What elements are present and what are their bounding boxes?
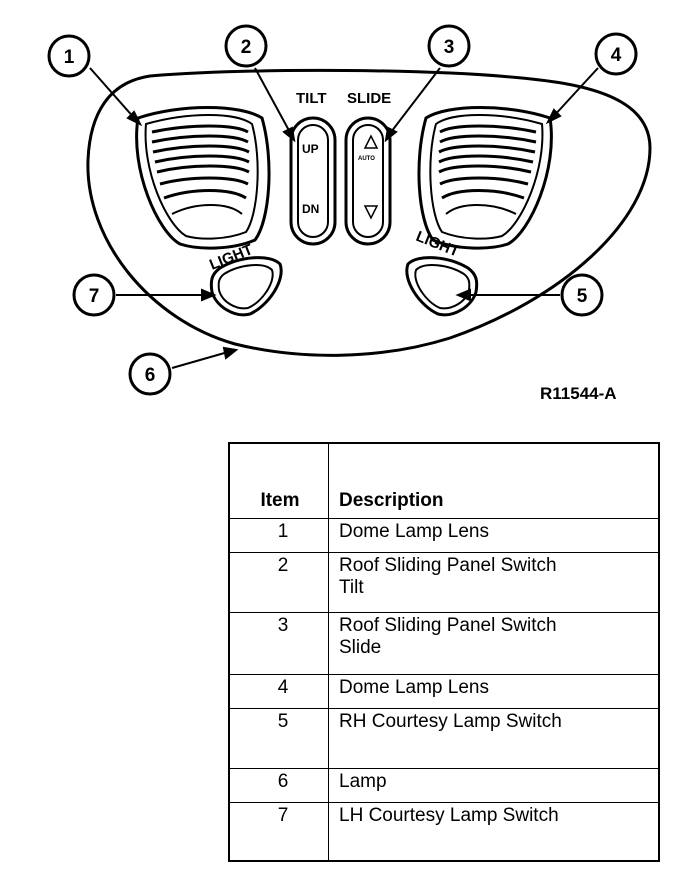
lh-light-label: LIGHT xyxy=(207,241,256,274)
description-column-header: Description xyxy=(329,443,660,519)
svg-text:1: 1 xyxy=(63,47,75,68)
table-row xyxy=(229,709,659,769)
left-dome-lamp-lens xyxy=(137,108,269,249)
item-description: Lamp xyxy=(329,769,660,803)
svg-text:3: 3 xyxy=(443,37,455,58)
leader-lines xyxy=(90,68,598,368)
table-row xyxy=(229,519,659,553)
tilt-down-label: DN xyxy=(302,202,320,216)
legend-header-row xyxy=(229,443,659,519)
slide-label: SLIDE xyxy=(347,90,392,107)
item-number: 6 xyxy=(229,769,329,803)
table-row xyxy=(229,769,659,803)
item-number: 5 xyxy=(229,709,329,769)
slide-switch[interactable] xyxy=(346,118,390,244)
item-number: 1 xyxy=(229,519,329,553)
callout-1 xyxy=(49,36,89,76)
right-dome-lamp-lens xyxy=(419,108,551,249)
rh-light-label: LIGHT xyxy=(413,227,462,261)
callout-2 xyxy=(226,26,266,66)
item-description: Dome Lamp Lens xyxy=(329,675,660,709)
svg-text:5: 5 xyxy=(576,286,588,307)
item-description: Dome Lamp Lens xyxy=(329,519,660,553)
item-number: 7 xyxy=(229,803,329,861)
callout-3 xyxy=(429,26,469,66)
svg-text:6: 6 xyxy=(144,365,156,386)
slide-open-arrow-icon xyxy=(365,136,377,148)
item-description: LH Courtesy Lamp Switch xyxy=(329,803,660,861)
svg-text:7: 7 xyxy=(88,286,100,307)
legend-table xyxy=(228,442,660,862)
item-description: Roof Sliding Panel Switch Tilt xyxy=(329,553,660,613)
item-number: 3 xyxy=(229,613,329,675)
table-row xyxy=(229,675,659,709)
table-row xyxy=(229,613,659,675)
svg-text:2: 2 xyxy=(240,37,252,58)
callout-5 xyxy=(562,275,602,315)
callout-4 xyxy=(596,34,636,74)
tilt-up-label: UP xyxy=(302,142,319,156)
item-column-header: Item xyxy=(229,443,329,519)
item-number: 2 xyxy=(229,553,329,613)
figure-id: R11544-A xyxy=(540,384,617,403)
table-row xyxy=(229,553,659,613)
callout-6 xyxy=(130,354,170,394)
tilt-label: TILT xyxy=(296,90,327,107)
slide-close-arrow-icon xyxy=(365,206,377,218)
svg-text:4: 4 xyxy=(610,45,622,66)
item-description: Roof Sliding Panel Switch Slide xyxy=(329,613,660,675)
item-number: 4 xyxy=(229,675,329,709)
tilt-switch[interactable] xyxy=(291,118,335,244)
rh-courtesy-lamp-switch[interactable] xyxy=(407,258,477,315)
auto-label: AUTO xyxy=(358,156,375,162)
item-description: RH Courtesy Lamp Switch xyxy=(329,709,660,769)
table-row xyxy=(229,803,659,861)
overhead-console-diagram xyxy=(0,0,688,420)
callout-7 xyxy=(74,275,114,315)
